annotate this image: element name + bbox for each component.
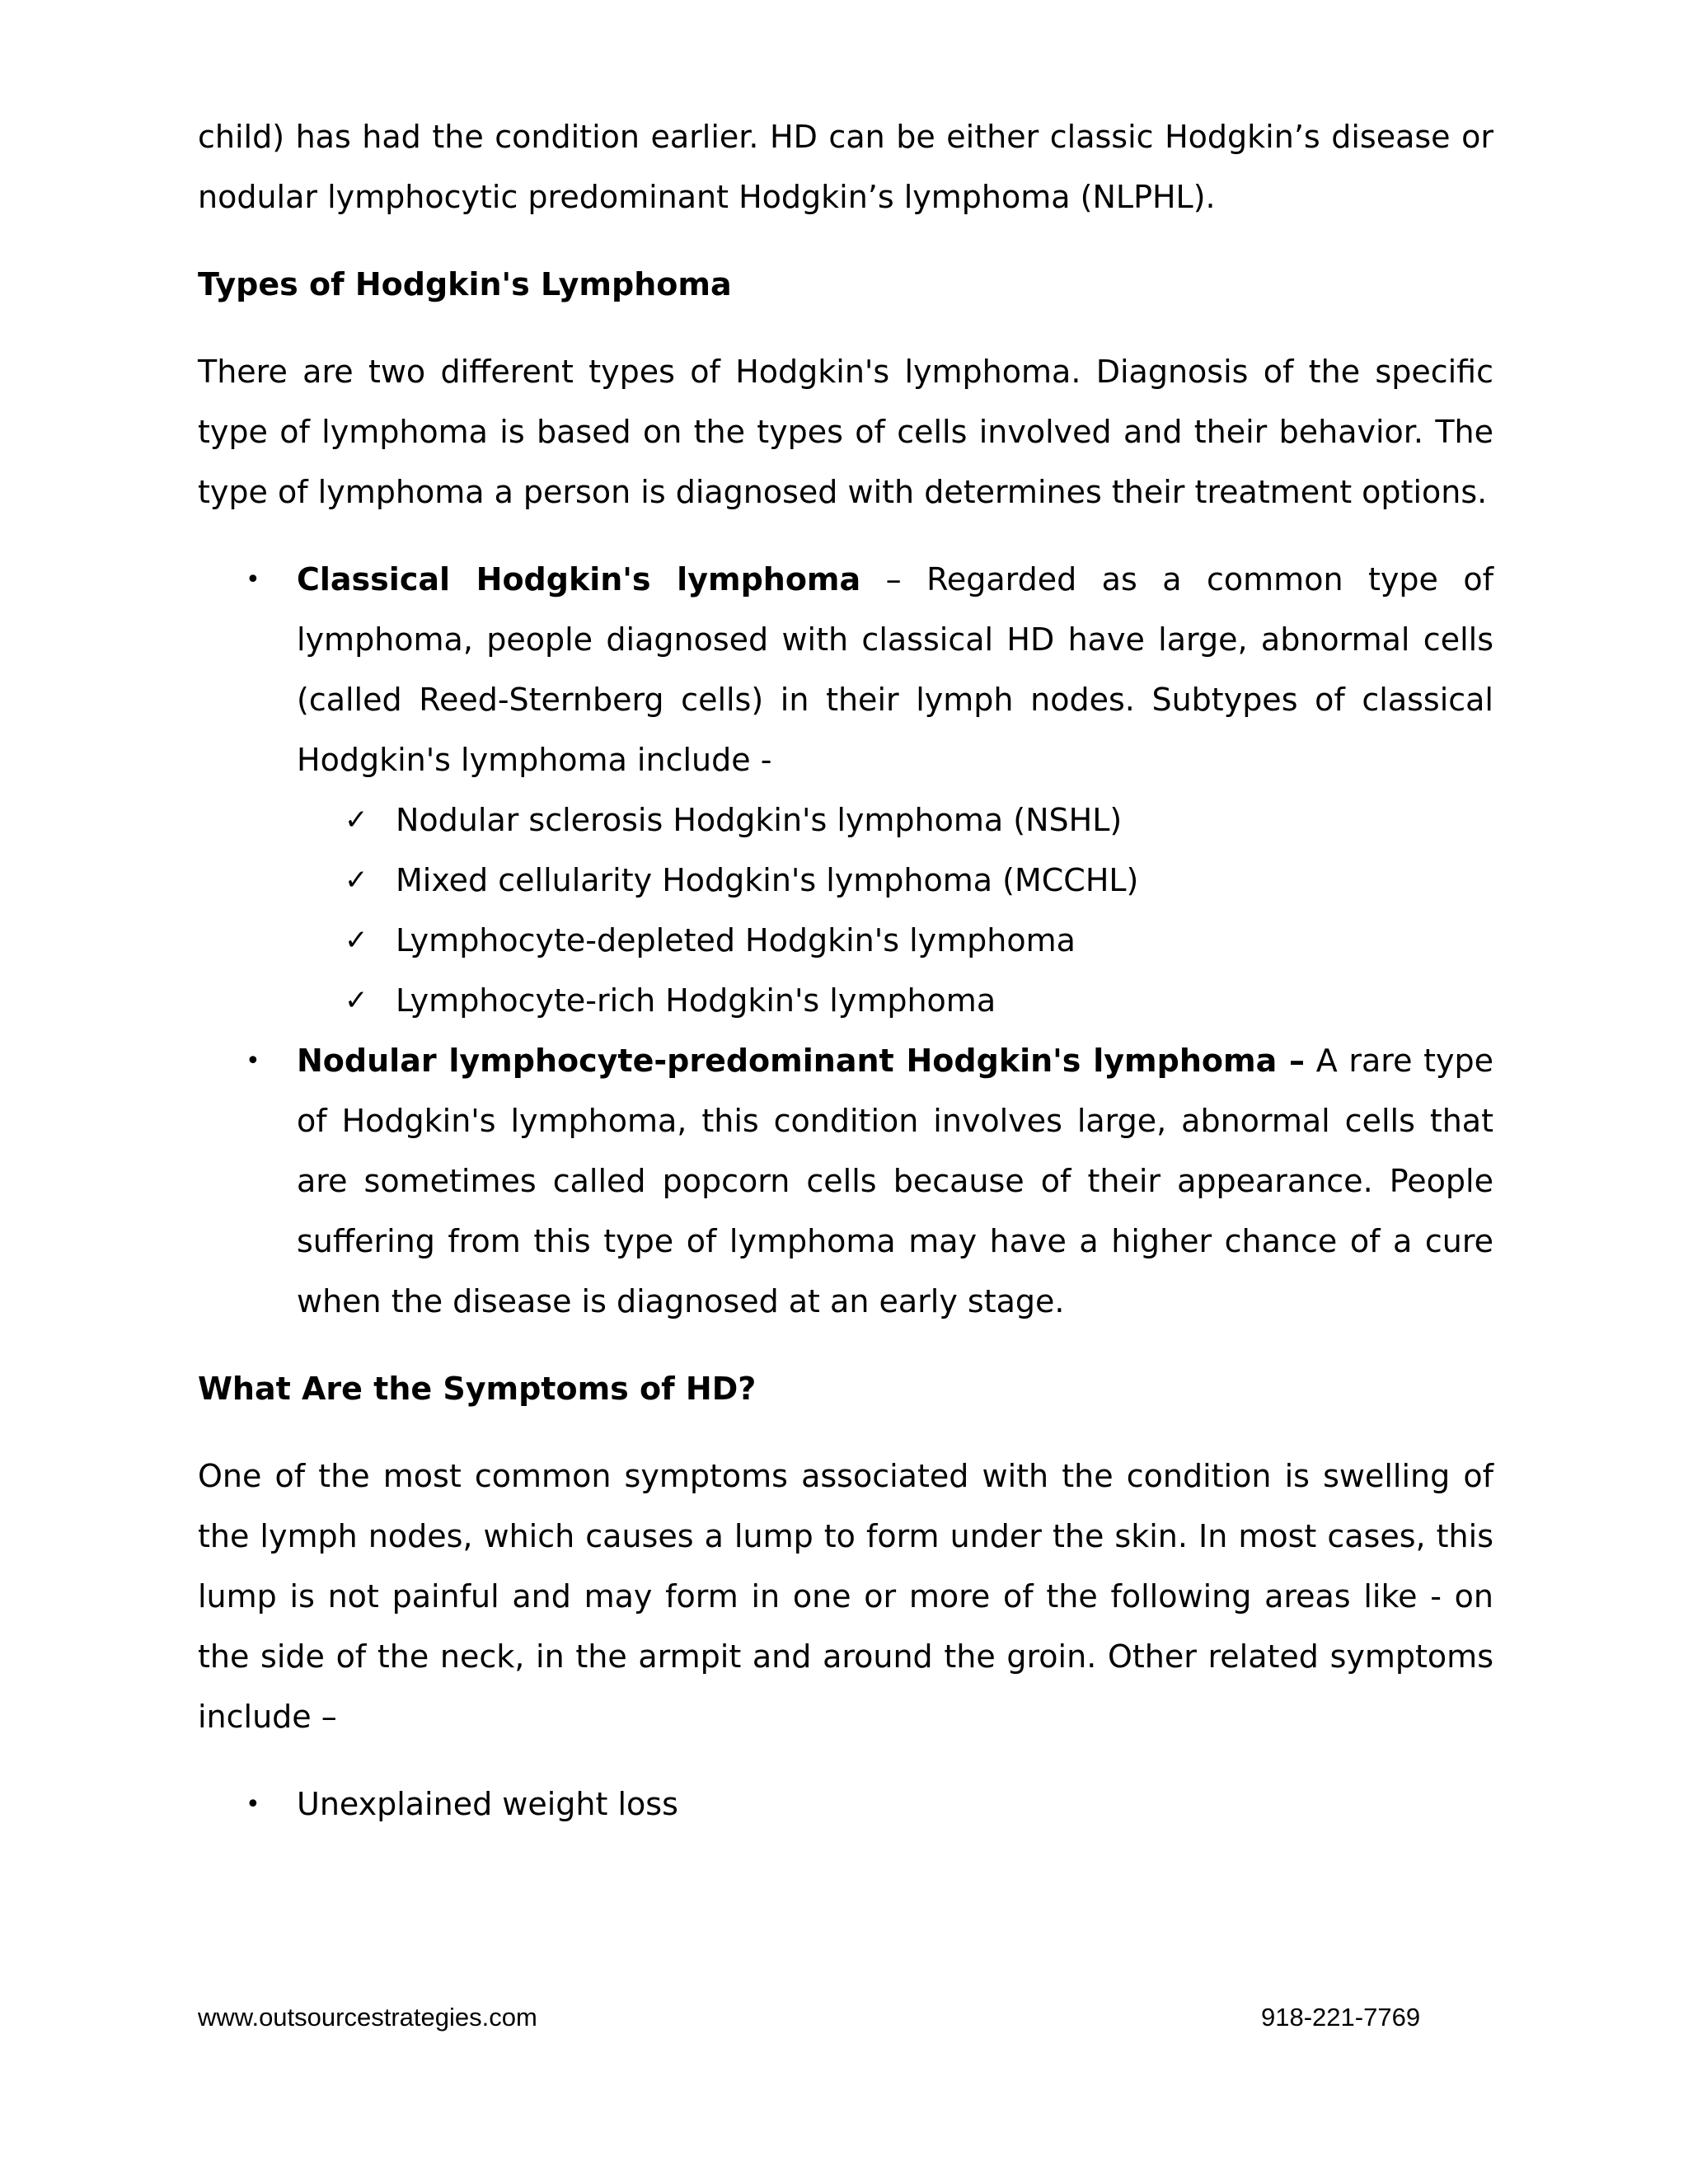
bullet-icon: •	[246, 565, 260, 594]
checkmark-icon: ✓	[345, 984, 368, 1017]
section-heading-types: Types of Hodgkin's Lymphoma	[198, 266, 732, 302]
checkmark-icon: ✓	[345, 924, 368, 957]
checkmark-icon: ✓	[345, 804, 368, 837]
list-item-symptom	[198, 1774, 1493, 1835]
types-paragraph: There are two different types of Hodgkin's lymphoma. Diagnosis of the specific type of lymphoma is based on the types of cells involved and their behavior. The type of lymphoma a person is diagnosed with determines their treatment options.	[198, 354, 1493, 510]
section-heading-symptoms: What Are the Symptoms of HD?	[198, 1371, 757, 1407]
subtype-label: Mixed cellularity Hodgkin's lymphoma (MCCHL)	[396, 862, 1139, 898]
symptoms-list	[198, 1774, 1493, 1835]
bullet-icon: •	[246, 1047, 260, 1076]
item-text: – Regarded as a common type of lymphoma, people diagnosed with classical HD have large, abnormal cells (called Reed-Sternberg cells) in their lymph nodes. Subtypes of classical Hodgkin's lymphoma include -	[297, 561, 1493, 778]
subtype-label: Lymphocyte-rich Hodgkin's lymphoma	[396, 982, 996, 1019]
subtype-item	[198, 911, 1493, 971]
types-list	[198, 550, 1493, 1332]
subtype-item	[198, 971, 1493, 1031]
subtype-item	[198, 851, 1493, 911]
symptom-text: Unexplained weight loss	[297, 1786, 678, 1822]
list-item-nodular	[198, 1031, 1493, 1332]
subtype-item	[198, 790, 1493, 851]
checkmark-icon: ✓	[345, 864, 368, 897]
bullet-icon: •	[246, 1790, 260, 1819]
subtype-label: Lymphocyte-depleted Hodgkin's lymphoma	[396, 922, 1076, 958]
document-page	[198, 107, 1493, 1835]
subtype-label: Nodular sclerosis Hodgkin's lymphoma (NSHL)	[396, 802, 1123, 838]
item-title: Classical Hodgkin's lymphoma	[297, 561, 861, 598]
subtypes-list	[198, 790, 1493, 1031]
subtypes-container	[198, 790, 1493, 1031]
item-text: A rare type of Hodgkin's lymphoma, this condition involves large, abnormal cells that are sometimes called popcorn cells because of their appearance. People suffering from this type of lymphoma may have a higher chance of a cure when the disease is diagnosed at an early stage.	[297, 1043, 1493, 1319]
footer-website-link[interactable]: www.outsourcestrategies.com	[198, 2003, 537, 2032]
list-item-classical	[198, 550, 1493, 790]
item-title: Nodular lymphocyte-predominant Hodgkin's lymphoma –	[297, 1043, 1306, 1079]
symptoms-paragraph: One of the most common symptoms associated with the condition is swelling of the lymph nodes, which causes a lump to form under the skin. In most cases, this lump is not painful and may form in one or more of the following areas like - on the side of the neck, in the armpit and around the groin. Other related symptoms include –	[198, 1458, 1493, 1735]
intro-paragraph: child) has had the condition earlier. HD can be either classic Hodgkin’s disease or nodular lymphocytic predominant Hodgkin’s lymphoma (NLPHL).	[198, 119, 1493, 215]
footer-phone: 918-221-7769	[1261, 2003, 1421, 2032]
